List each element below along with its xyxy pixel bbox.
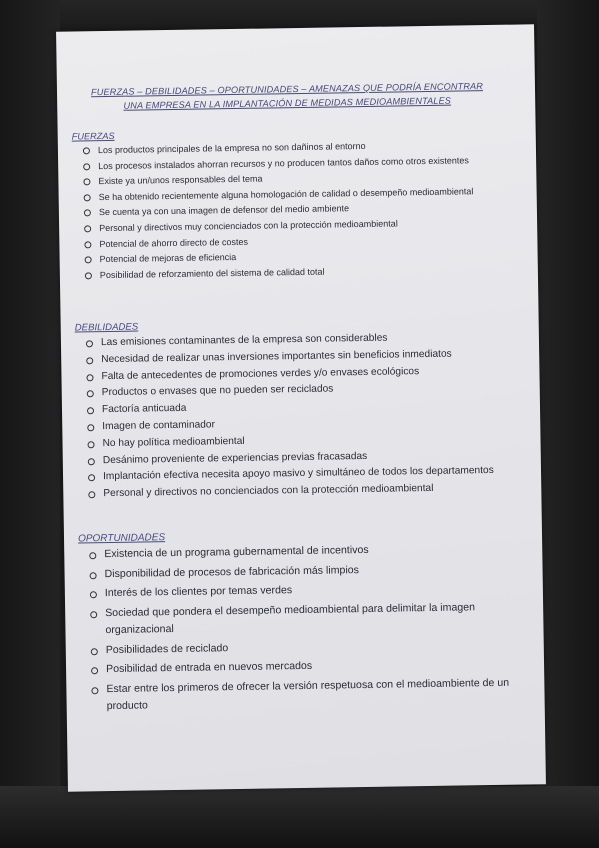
bullet-icon [84,241,91,248]
list-item-text: Desánimo proveniente de experiencias previas fracasadas [102,450,368,466]
bullet-icon [90,591,97,598]
list-item-text: Posibilidades de reciclado [105,641,229,656]
bullet-icon [91,648,98,655]
title-line-1: FUERZAS – DEBILIDADES – OPORTUNIDADES – AMENAZAS QUE PODRÍA ENCONTRAR [90,81,484,98]
bullet-icon [91,667,98,674]
list-fuerzas [72,136,524,282]
bullet-icon [91,687,98,694]
bullet-icon [85,272,92,279]
list-item-text: Los procesos instalados ahorran recursos y no producen tantos daños como otros existentes [98,154,469,171]
bullet-icon [90,611,97,618]
list-item [80,674,530,716]
list-item-text: Personal y directivos muy concienciados con la protección medioambiental [99,218,398,234]
list-item-text: Existe ya un/unos responsables del tema [98,173,263,187]
list-item-text: Productos o envases que no pueden ser reciclados [101,383,334,399]
list-item-text: Falta de antecedentes de promociones verdes y/o envases ecológicos [101,365,420,382]
bullet-icon [89,552,96,559]
list-item-text: Estar entre los primeros de ofrecer la versión respetuosa con el medioambiente de un producto [106,676,510,713]
bullet-icon [86,357,93,364]
bullet-icon [87,407,94,414]
list-item-text: Posibilidad de entrada en nuevos mercados [105,659,313,676]
background-left [0,0,60,848]
bullet-icon [85,256,92,263]
list-item-text: Potencial de ahorro directo de costes [99,236,249,249]
list-item-text: Se cuenta ya con una imagen de defensor del medio ambiente [98,203,350,218]
list-item [79,598,529,640]
background-bottom [0,786,599,848]
bullet-icon [83,178,90,185]
bullet-icon [87,391,94,398]
paper-sheet [56,24,546,791]
list-debilidades [75,328,528,502]
bullet-icon [84,225,91,232]
bullet-icon [88,458,95,465]
bullet-icon [83,147,90,154]
list-item-text: Se ha obtenido recientemente alguna homologación de calidad o desempeño medioambiental [98,186,474,202]
section-heading-debilidades: DEBILIDADES [74,321,139,334]
background-right [537,0,599,848]
list-item-text: Disponibilidad de procesos de fabricación más limpios [104,563,360,580]
list-item-text: No hay política medioambiental [102,435,245,449]
section-debilidades [75,315,528,503]
list-item-text: Interés de los clientes por temas verdes [104,584,293,600]
bullet-icon [84,210,91,217]
bullet-icon [83,163,90,170]
section-oportunidades [78,526,531,718]
list-item-text: Existencia de un programa gubernamental de incentivos [104,543,369,561]
bullet-icon [87,424,94,431]
list-item-text: Personal y directivos no concienciados con la protección medioambiental [103,483,434,500]
list-item-text: Necesidad de realizar unas inversiones importantes sin beneficios inmediatos [101,348,452,365]
list-oportunidades [78,539,531,716]
section-heading-fuerzas: FUERZAS [71,130,115,142]
section-fuerzas [72,125,524,284]
bullet-icon [87,441,94,448]
list-item-text: Implantación efectiva necesita apoyo masivo y simultáneo de todos los departamentos [102,465,494,483]
bullet-icon [86,340,93,347]
bullet-icon [84,194,91,201]
list-item-text: Las emisiones contaminantes de la empresa son considerables [100,332,388,349]
list-item-text: Posibilidad de reforzamiento del sistema de calidad total [99,266,325,280]
list-item-text: Los productos principales de la empresa no son dañinos al entorno [97,140,366,156]
section-heading-oportunidades: OPORTUNIDADES [77,532,166,545]
list-item-text: Imagen de contaminador [102,419,216,433]
list-item-text: Factoría anticuada [101,402,187,416]
bullet-icon [90,572,97,579]
list-item-text: Potencial de mejoras de eficiencia [99,252,237,265]
bullet-icon [88,491,95,498]
title-line-2: UNA EMPRESA EN LA IMPLANTACIÓN DE MEDIDAS MEDIOAMBIENTALES [123,95,452,111]
document-title [77,79,497,114]
list-item-text: Sociedad que pondera el desempeño medioambiental para delimitar la imagen organizacional [105,600,476,637]
bullet-icon [88,475,95,482]
bullet-icon [86,374,93,381]
